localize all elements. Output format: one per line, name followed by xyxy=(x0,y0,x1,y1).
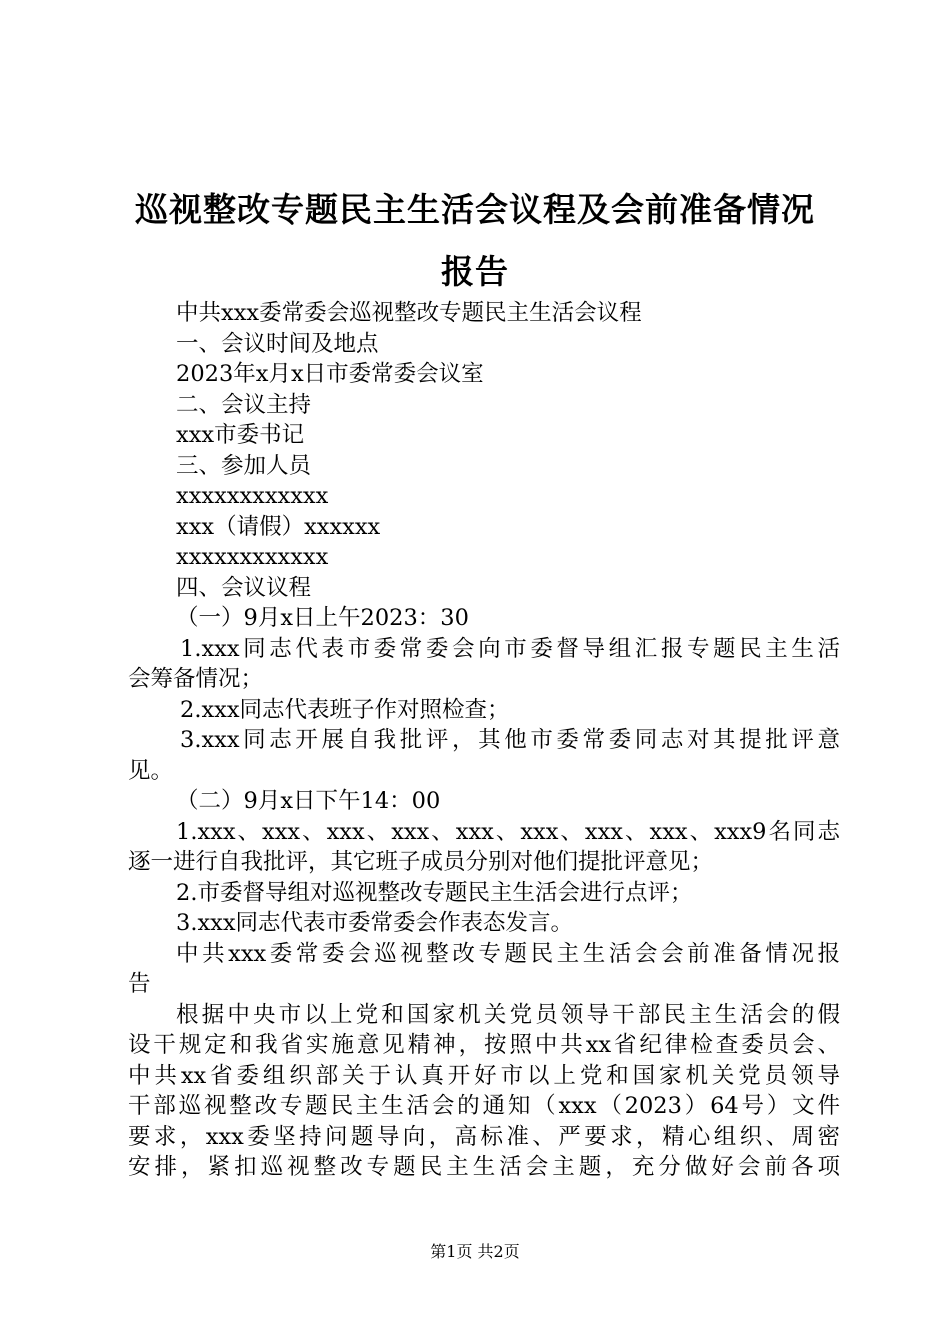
participants-line-1: xxxxxxxxxxxx xyxy=(176,483,329,509)
agenda-heading: 中共xxx委常委会巡视整改专题民主生活会议程 xyxy=(176,300,642,326)
report-paragraph-line-1: 根据中央市以上党和国家机关党员领导干部民主生活会的假 xyxy=(176,1001,840,1028)
page-number-footer: 第1页 共2页 xyxy=(430,1242,520,1261)
afternoon-item-1-line-2: 逐一进行自我批评，其它班子成员分别对他们提批评意见； xyxy=(128,849,714,875)
section-1-title: 一、会议时间及地点 xyxy=(176,330,379,357)
report-paragraph-line-6: 安排，紧扣巡视整改专题民主生活会主题，充分做好会前各项 xyxy=(128,1154,840,1180)
morning-item-1-line-1: 1.xxx同志代表市委常委会向市委督导组汇报专题民主生活 xyxy=(180,635,840,662)
report-paragraph-line-4: 干部巡视整改专题民主生活会的通知（xxx（2023）64号）文件 xyxy=(128,1093,840,1119)
morning-item-3-line-2: 见。 xyxy=(128,757,174,784)
section-4-title: 四、会议议程 xyxy=(176,574,312,601)
document-title-line-1: 巡视整改专题民主生活会议程及会前准备情况 xyxy=(135,190,815,229)
afternoon-item-2: 2.市委督导组对巡视整改专题民主生活会进行点评； xyxy=(176,879,693,906)
afternoon-item-3: 3.xxx同志代表市委常委会作表态发言。 xyxy=(176,910,574,936)
morning-item-2: 2.xxx同志代表班子作对照检查； xyxy=(180,696,510,723)
participants-line-3: xxxxxxxxxxxx xyxy=(176,544,329,570)
afternoon-session-title: （二）9月x日下午14：00 xyxy=(176,788,441,814)
morning-item-3-line-1: 3.xxx同志开展自我批评，其他市委常委同志对其提批评意 xyxy=(180,727,840,753)
document-title-line-2: 报告 xyxy=(441,252,509,291)
participants-line-2: xxx（请假）xxxxxx xyxy=(176,513,381,540)
report-heading-line-2: 告 xyxy=(128,971,151,997)
section-2-value: xxx市委书记 xyxy=(176,422,305,448)
section-1-value: 2023年x月x日市委常委会议室 xyxy=(176,361,484,387)
morning-item-1-line-2: 会筹备情况； xyxy=(128,666,264,692)
morning-session-title: （一）9月x日上午2023：30 xyxy=(176,605,469,631)
report-heading-line-1: 中共xxx委常委会巡视整改专题民主生活会会前准备情况报 xyxy=(176,940,840,967)
report-paragraph-line-5: 要求，xxx委坚持问题导向，高标准、严要求，精心组织、周密 xyxy=(128,1123,840,1150)
afternoon-item-1-line-1: 1.xxx、xxx、xxx、xxx、xxx、xxx、xxx、xxx、xxx9名同志 xyxy=(176,818,840,845)
report-paragraph-line-3: 中共xx省委组织部关于认真开好市以上党和国家机关党员领导 xyxy=(128,1062,840,1089)
section-3-title: 三、参加人员 xyxy=(176,452,312,479)
report-paragraph-line-2: 设干规定和我省实施意见精神，按照中共xx省纪律检查委员会、 xyxy=(128,1032,840,1058)
section-2-title: 二、会议主持 xyxy=(176,391,312,418)
document-body xyxy=(128,298,840,1183)
